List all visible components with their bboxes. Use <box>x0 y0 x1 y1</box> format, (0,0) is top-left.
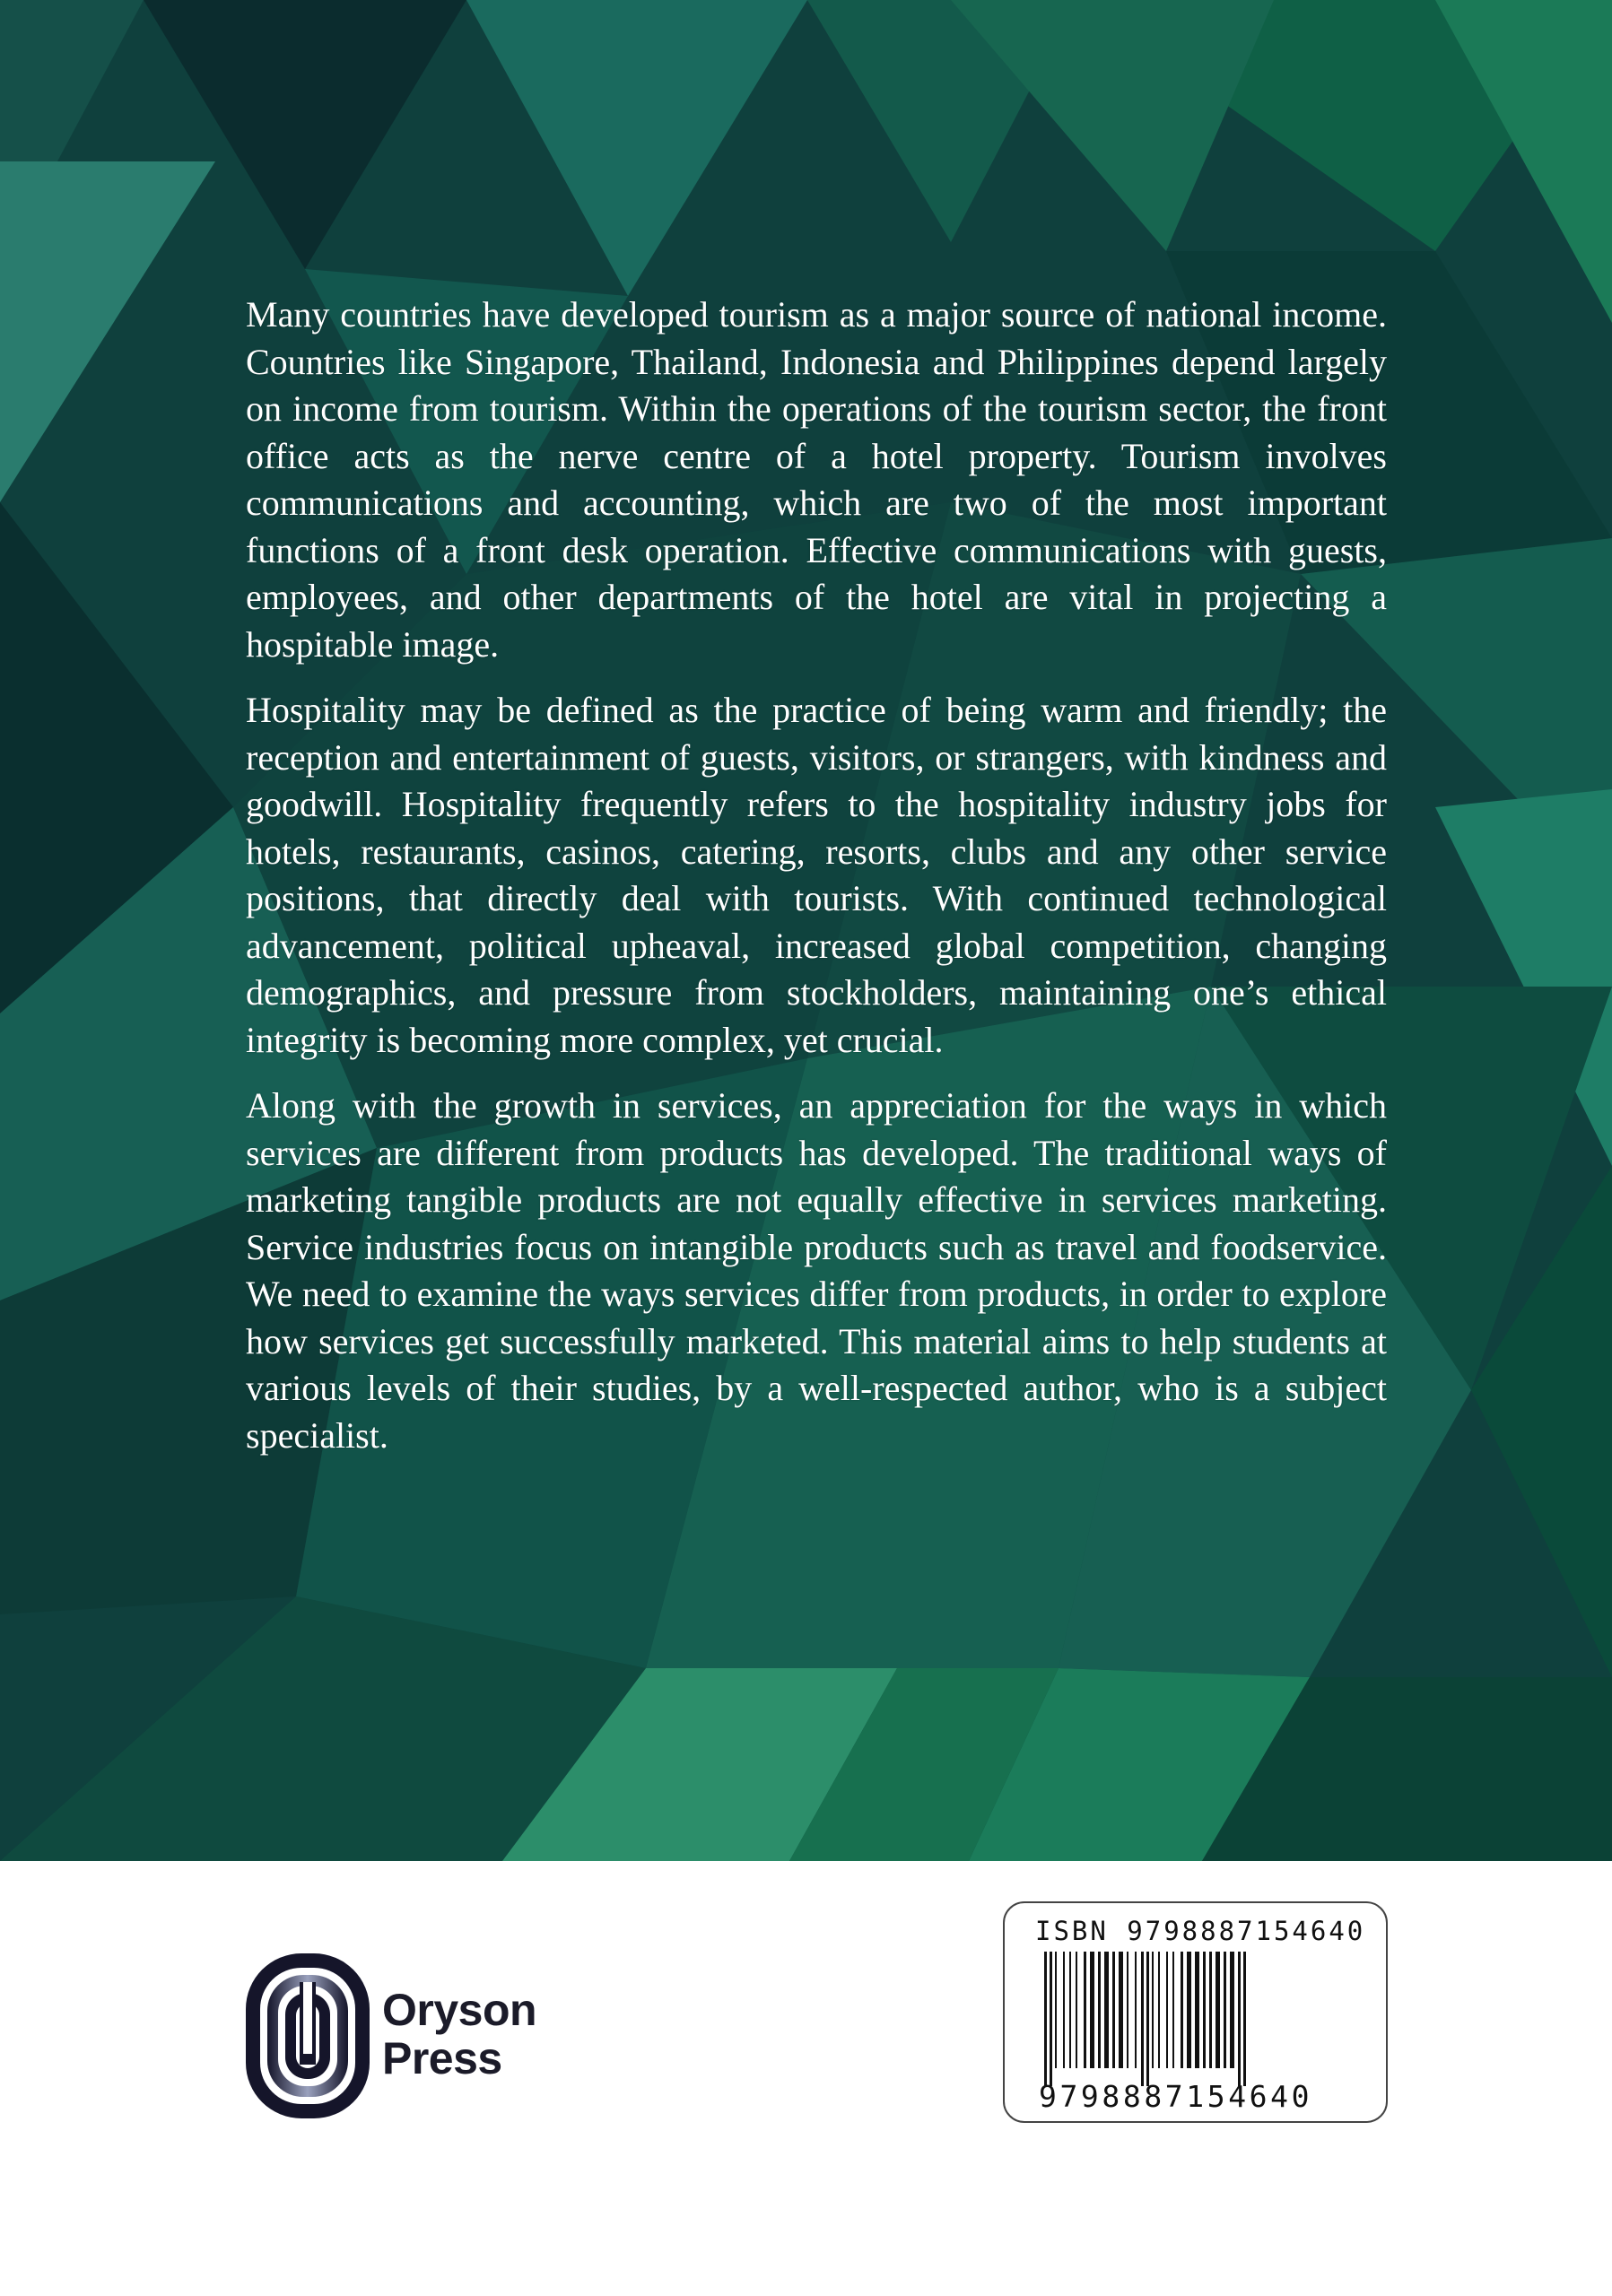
publisher-logo <box>240 1946 581 2126</box>
barcode-bar <box>1084 1952 1086 2068</box>
barcode-bar <box>1104 1952 1109 2068</box>
barcode-bar <box>1187 1952 1191 2068</box>
barcode-bar <box>1172 1952 1174 2068</box>
barcode-bar <box>1195 1952 1199 2068</box>
publisher-name <box>382 1986 536 2083</box>
barcode-bar <box>1203 1952 1206 2068</box>
oryson-press-logo-icon <box>240 1946 375 2126</box>
barcode-bar <box>1238 1952 1241 2086</box>
barcode-bar <box>1181 1952 1183 2068</box>
barcode-bar <box>1119 1952 1123 2068</box>
barcode-digits: 9798887154640 <box>1039 2079 1313 2114</box>
publisher-name-line-1: Oryson <box>382 1985 537 2035</box>
barcode-bar <box>1076 1952 1077 2068</box>
barcode-bar <box>1158 1952 1160 2068</box>
barcode-bar <box>1098 1952 1101 2068</box>
barcode-bar <box>1069 1952 1071 2068</box>
barcode-bar <box>1216 1952 1220 2068</box>
barcode-bars <box>1041 1952 1355 2086</box>
barcode-bar <box>1112 1952 1115 2068</box>
barcode-bar <box>1152 1952 1154 2068</box>
publisher-name-line-2: Press <box>382 2033 502 2083</box>
isbn-label: ISBN 9798887154640 <box>1035 1916 1366 1946</box>
barcode-bar <box>1166 1952 1168 2068</box>
barcode-bar <box>1090 1952 1094 2068</box>
isbn-barcode <box>1003 1901 1388 2123</box>
barcode-bar <box>1141 1952 1144 2086</box>
blurb-paragraph-2: Hospitality may be defined as the practice of being warm and friendly; the reception and entertainment of guests, visitors, or strangers, with kindness and goodwill. Hospitality frequently refers to the hospitality industry jobs for hotels, restaurants, casinos, catering, resorts, clubs and any other service positions, that directly deal with tourists. With continued technological advancement, political upheaval, increased global competition, changing demographics, and pressure from stockholders, maintaining one’s ethical integrity is becoming more complex, yet crucial. <box>246 690 1387 1060</box>
blurb-paragraph-3: Along with the growth in services, an appreciation for the ways in which services are different from products has developed. The traditional ways of marketing tangible products are not equally effective in services marketing. Service industries focus on intangible products such as travel and foodservice. We need to examine the ways services differ from products, in order to explore how services get successfully marketed. This material aims to help students at various levels of their studies, by a well-respected author, who is a subject specialist. <box>246 1085 1387 1456</box>
barcode-bar <box>1230 1952 1234 2068</box>
barcode-bar <box>1209 1952 1212 2068</box>
barcode-bar <box>1050 1952 1052 2086</box>
barcode-bar <box>1224 1952 1226 2068</box>
barcode-bar <box>1135 1952 1137 2068</box>
barcode-bar <box>1055 1952 1057 2068</box>
barcode-bar <box>1063 1952 1065 2068</box>
barcode-bar <box>1146 1952 1149 2086</box>
barcode-bar <box>1044 1952 1047 2086</box>
back-cover-blurb <box>246 291 1387 1478</box>
barcode-bar <box>1127 1952 1128 2068</box>
blurb-paragraph-1: Many countries have developed tourism as a major source of national income. Countries like Singapore, Thailand, Indonesia and Philippines depend largely on income from tourism. Within the operations of the tourism sector, the front office acts as the nerve centre of a hotel property. Tourism involves communications and accounting, which are two of the most important functions of a front desk operation. Effective communications with guests, employees, and other departments of the hotel are vital in projecting a hospitable image. <box>246 294 1387 665</box>
barcode-bar <box>1243 1952 1246 2086</box>
